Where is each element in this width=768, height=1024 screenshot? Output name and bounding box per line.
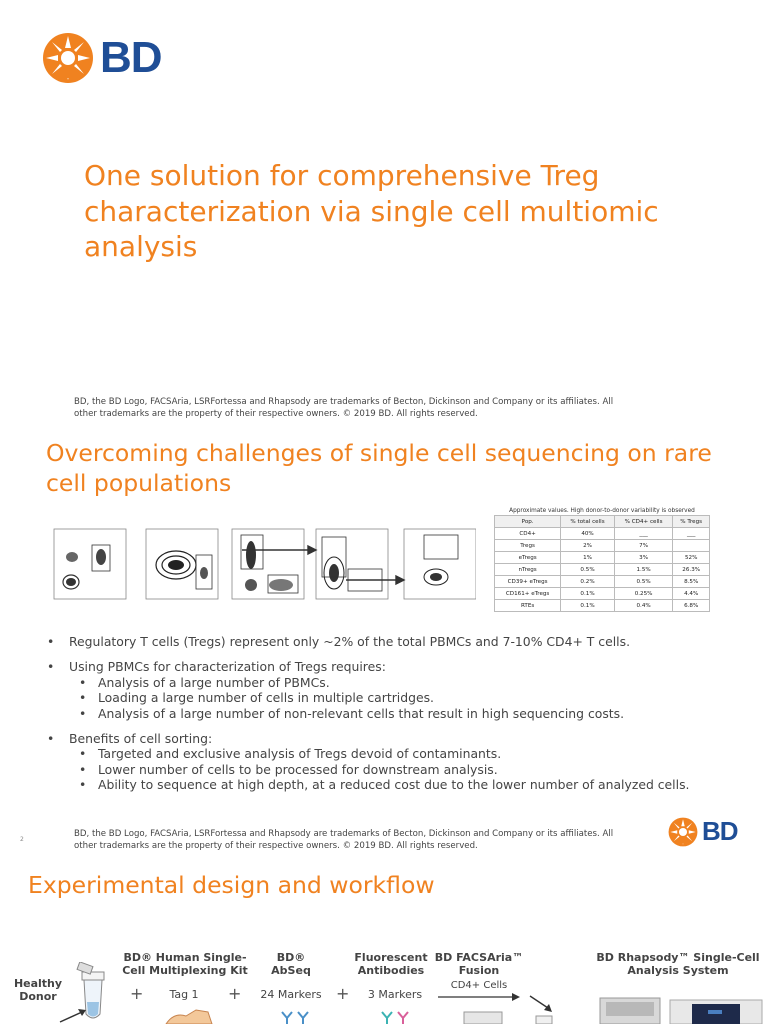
table-cell: 1%	[561, 552, 615, 564]
table-cell: 0.5%	[561, 564, 615, 576]
fluor-markers: 3 Markers	[367, 988, 423, 1001]
table-row	[495, 540, 710, 552]
bullet-sorting-benefits: • Benefits of cell sorting:	[69, 731, 749, 746]
bd-logo-text: BD	[100, 33, 162, 82]
sub-bullet: • Targeted and exclusive analysis of Tregs devoid of contaminants.	[69, 746, 749, 761]
table-cell: 6.8%	[673, 600, 710, 612]
slide2-title: Overcoming challenges of single cell sequencing on rare cell populations	[46, 439, 712, 497]
abseq-markers: 24 Markers	[260, 988, 322, 1001]
flow-plot-1	[54, 529, 126, 599]
cartridge-graphic	[534, 1014, 554, 1024]
facsaria-label: BD FACSAria™ Fusion	[434, 951, 524, 977]
table-cell: nTregs	[495, 564, 561, 576]
table-cell: 52%	[673, 552, 710, 564]
table-cell: RTEs	[495, 600, 561, 612]
table-cell: Tregs	[495, 540, 561, 552]
bullet-spacer	[69, 721, 749, 731]
table-cell: ___	[673, 528, 710, 540]
table-row	[495, 528, 710, 540]
table-cell: 8.5%	[673, 576, 710, 588]
table-row	[495, 576, 710, 588]
table-row	[495, 564, 710, 576]
donor-label: Healthy Donor	[13, 977, 63, 1003]
cells-arrow-icon	[436, 992, 522, 1002]
slide1-trademark: BD, the BD Logo, FACSAria, LSRFortessa and Rhapsody are trademarks of Becton, Dickinson and Company or its affiliates. All other trademarks are the property of their respective owners. © 2019 BD. All rights reserved.	[74, 397, 614, 419]
slide1-title: One solution for comprehensive Treg characterization via single cell multiomic analysis	[84, 159, 659, 263]
treg-frequency-table	[494, 515, 710, 612]
slide2-trademark: BD, the BD Logo, FACSAria, LSRFortessa and Rhapsody are trademarks of Becton, Dickinson and Company or its affiliates. All other trademarks are the property of their respective owners. © 2019 BD. All rights reserved.	[74, 829, 614, 851]
table-header: % total cells	[561, 516, 615, 528]
table-row	[495, 600, 710, 612]
table-header: % Tregs	[673, 516, 710, 528]
rhapsody-scanner-graphic	[598, 994, 662, 1024]
plus-sign: +	[130, 984, 144, 1003]
flow-plots	[46, 525, 476, 610]
table-cell: CD39+ eTregs	[495, 576, 561, 588]
table-cell: 0.4%	[614, 600, 673, 612]
bd-starburst-icon	[42, 32, 94, 84]
table-cell: 7%	[614, 540, 673, 552]
table-cell: 3%	[614, 552, 673, 564]
sub-bullet: • Ability to sequence at high depth, at a reduced cost due to the lower number of analyzed cells.	[69, 777, 749, 792]
flow-plot-5	[404, 529, 476, 599]
plus-sign: +	[228, 984, 242, 1003]
table-header-row	[495, 516, 710, 528]
bd-logo-bottom	[668, 816, 738, 847]
table-cell: 4.4%	[673, 588, 710, 600]
workflow-arrow-icon	[528, 994, 554, 1014]
sub-bullet: • Lower number of cells to be processed for downstream analysis.	[69, 762, 749, 777]
rhapsody-express-graphic	[668, 998, 764, 1024]
table-cell: 0.1%	[561, 588, 615, 600]
bullet-spacer	[69, 649, 749, 659]
table-cell: 40%	[561, 528, 615, 540]
table-header: % CD4+ cells	[614, 516, 673, 528]
table-row	[495, 588, 710, 600]
table-cell: 0.2%	[561, 576, 615, 588]
tag-graphic	[160, 1006, 220, 1024]
table-cell: eTregs	[495, 552, 561, 564]
bullet-tregs-frequency: • Regulatory T cells (Tregs) represent only ~2% of the total PBMCs and 7-10% CD4+ T cells.	[69, 634, 749, 649]
arrow-icon	[58, 1008, 88, 1024]
bullet-pbmc-requirements: • Using PBMCs for characterization of Tregs requires:	[69, 659, 749, 674]
table-cell: 0.5%	[614, 576, 673, 588]
abseq-antibody-icon	[278, 1010, 314, 1024]
table-cell: ___	[614, 528, 673, 540]
fluorescent-antibodies-label: Fluorescent Antibodies	[354, 951, 428, 977]
table-cell: 1.5%	[614, 564, 673, 576]
sub-bullet: • Analysis of a large number of PBMCs.	[69, 675, 749, 690]
rhapsody-label: BD Rhapsody™ Single-Cell Analysis System	[596, 951, 760, 977]
gating-strategy-figure	[46, 525, 476, 610]
abseq-label: BD® AbSeq	[271, 951, 311, 977]
plus-sign: +	[336, 984, 350, 1003]
table-caption: Approximate values. High donor-to-donor variability is observed	[509, 508, 695, 514]
fluorescent-antibody-icon	[378, 1010, 414, 1024]
flow-plot-4	[316, 529, 388, 599]
sub-bullet: • Loading a large number of cells in multiple cartridges.	[69, 690, 749, 705]
table-cell: 0.25%	[614, 588, 673, 600]
slide3-title: Experimental design and workflow	[28, 871, 435, 899]
bd-starburst-icon	[668, 817, 698, 847]
slide2-bullets	[69, 634, 749, 793]
table-header: Pop.	[495, 516, 561, 528]
table-cell: 0.1%	[561, 600, 615, 612]
table-cell: CD4+	[495, 528, 561, 540]
table-cell	[673, 540, 710, 552]
table-row	[495, 552, 710, 564]
tag-label: Tag 1	[169, 988, 199, 1001]
page-number: 2	[20, 836, 24, 843]
sub-bullet: • Analysis of a large number of non-relevant cells that result in high sequencing costs.	[69, 706, 749, 721]
flow-plot-2	[146, 529, 218, 599]
table-cell: CD161+ eTregs	[495, 588, 561, 600]
bd-logo-top	[42, 32, 162, 84]
facs-instrument-graphic	[462, 1010, 504, 1024]
treg-frequency-table-block	[494, 508, 710, 612]
cd4-cells-label: CD4+ Cells	[450, 980, 508, 991]
flow-plot-3	[232, 529, 304, 599]
table-cell: 2%	[561, 540, 615, 552]
bd-logo-text: BD	[702, 816, 738, 846]
table-cell: 26.3%	[673, 564, 710, 576]
multiplexing-kit-label: BD® Human Single-Cell Multiplexing Kit	[122, 951, 248, 977]
